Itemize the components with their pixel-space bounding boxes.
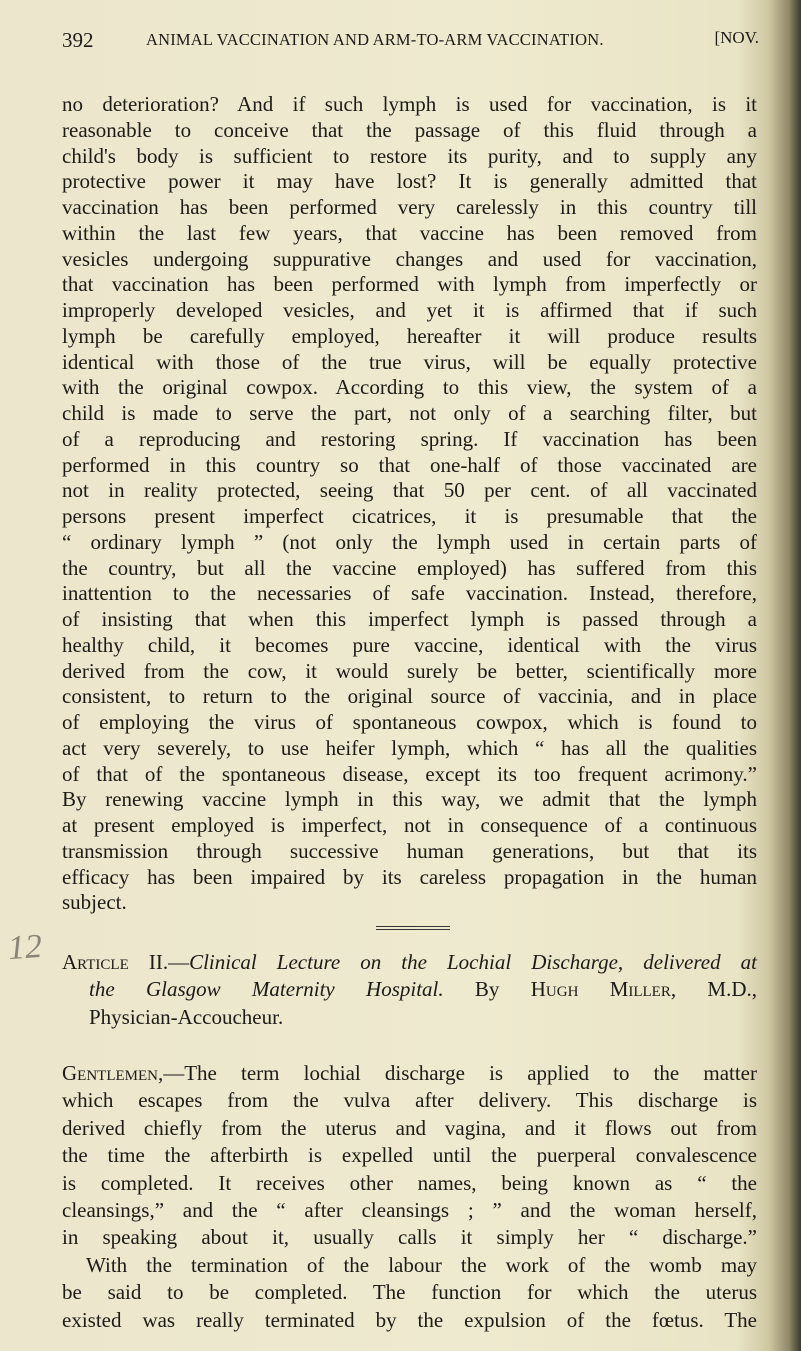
text-line: transmission through successive human generations, but that its xyxy=(62,838,757,863)
text-line: child's body is sufficient to restore its purity, and to supply any xyxy=(62,143,757,168)
text-line: within the last few years, that vaccine has been removed from xyxy=(62,220,757,245)
text-line: that vaccination has been performed with lymph from imperfectly or xyxy=(62,272,757,297)
text-line: identical with those of the true virus, will be equally protective xyxy=(62,349,757,374)
text-line: is completed. It receives other names, being known as “ the xyxy=(62,1170,757,1195)
text-line: which escapes from the vulva after delivery. This discharge is xyxy=(62,1088,757,1113)
text-line xyxy=(89,977,757,1001)
text-segment: Gentlemen xyxy=(62,1061,158,1085)
text-line: persons present imperfect cicatrices, it is presumable that the xyxy=(62,504,757,528)
text-line: be said to be completed. The function for which the uterus xyxy=(62,1280,757,1305)
text-line: at present employed is imperfect, not in consequence of a continuous xyxy=(62,813,757,837)
text-line: the time the afterbirth is expelled until the puerperal convalescence xyxy=(62,1143,757,1168)
text-line: with the original cowpox. According to this view, the system of a xyxy=(62,375,757,400)
text-line: act very severely, to use heifer lymph, which “ has all the qualities xyxy=(62,735,757,760)
text-line: derived chiefly from the uterus and vagina, and it flows out from xyxy=(62,1115,757,1140)
text-line: efficacy has been impaired by its careless propagation in the human xyxy=(62,864,757,889)
text-segment: Article xyxy=(62,950,129,974)
text-segment: By xyxy=(443,977,531,1002)
section-divider xyxy=(376,926,450,930)
text-segment: II.— xyxy=(128,950,190,974)
text-segment: the Glasgow Maternity Hospital. xyxy=(89,977,444,1002)
running-header xyxy=(62,28,759,56)
text-line: subject. xyxy=(62,890,127,915)
text-line: of insisting that when this imperfect lymph is passed through a xyxy=(62,607,757,631)
issue-month: [NOV. xyxy=(714,28,759,47)
handwritten-margin-note: 12 xyxy=(6,927,44,968)
text-segment: Clinical Lecture on the Lochial Discharge, delivered at xyxy=(189,950,757,974)
text-line: healthy child, it becomes pure vaccine, identical with the virus xyxy=(62,632,757,657)
text-line xyxy=(89,1005,757,1029)
text-line: performed in this country so that one-half of those vaccinated are xyxy=(62,452,757,477)
text-line: cleansings,” and the “ after cleansings ; ” and the woman herself, xyxy=(62,1198,757,1222)
text-line: protective power it may have lost? It is generally admitted that xyxy=(62,169,757,194)
text-line: By renewing vaccine lymph in this way, we admit that the lymph xyxy=(62,787,757,812)
text-line: of employing the virus of spontaneous cowpox, which is found to xyxy=(62,710,757,734)
text-line: reasonable to conceive that the passage of this fluid through a xyxy=(62,117,757,142)
text-line: inattention to the necessaries of safe vaccination. Instead, therefore, xyxy=(62,581,757,606)
text-line: child is made to serve the part, not only of a searching filter, but xyxy=(62,401,757,425)
text-line: no deterioration? And if such lymph is used for vaccination, is it xyxy=(62,92,757,116)
text-line: “ ordinary lymph ” (not only the lymph used in certain parts of xyxy=(62,529,757,554)
text-line: the country, but all the vaccine employed) has suffered from this xyxy=(62,555,757,580)
text-line: existed was really terminated by the expulsion of the fœtus. The xyxy=(62,1307,757,1332)
text-line xyxy=(62,950,757,974)
text-segment: Hugh Miller xyxy=(530,977,671,1002)
text-line: vaccination has been performed very carelessly in this country till xyxy=(62,195,757,219)
text-line: in speaking about it, usually calls it simply her “ discharge.” xyxy=(62,1225,757,1250)
text-line: With the termination of the labour the work of the womb may xyxy=(86,1252,757,1277)
text-line: not in reality protected, seeing that 50 per cent. of all vaccinated xyxy=(62,478,757,503)
text-segment: Physician-Accoucheur. xyxy=(89,1004,284,1029)
text-line xyxy=(62,1061,757,1085)
text-line: improperly developed vesicles, and yet it is affirmed that if such xyxy=(62,298,757,322)
text-segment: ,—The term lochial discharge is applied to the matter xyxy=(157,1061,757,1085)
text-segment: , M.D., xyxy=(670,977,757,1002)
text-line: consistent, to return to the original source of vaccinia, and in place xyxy=(62,684,757,709)
page-number: 392 xyxy=(62,28,94,52)
text-line: derived from the cow, it would surely be better, scientifically more xyxy=(62,658,757,683)
text-line: vesicles undergoing suppurative changes and used for vaccination, xyxy=(62,246,757,271)
text-line: of that of the spontaneous disease, except its too frequent acrimony.” xyxy=(62,761,757,786)
running-title: ANIMAL VACCINATION AND ARM-TO-ARM VACCINATION. xyxy=(146,30,604,49)
text-line: of a reproducing and restoring spring. If vaccination has been xyxy=(62,426,757,451)
text-line: lymph be carefully employed, hereafter it will produce results xyxy=(62,323,757,348)
